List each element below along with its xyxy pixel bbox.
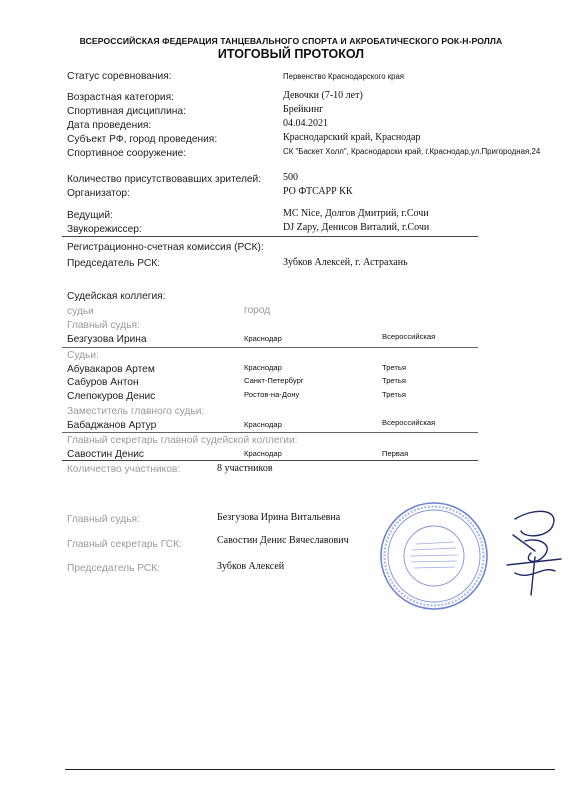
- row-line: [62, 432, 478, 433]
- judge-name: Абувакаров Артем: [67, 364, 155, 375]
- discipline-value: Брейкинг: [283, 104, 324, 115]
- chief-judge-label: Главный судья:: [67, 320, 140, 331]
- secretary-category: Первая: [382, 449, 409, 458]
- sound-value: DJ Zapy, Денисов Виталий, г.Сочи: [283, 222, 430, 233]
- sign-secretary-label: Главный секретарь ГСК:: [67, 539, 182, 550]
- sound-label: Звукорежиссер:: [67, 224, 142, 235]
- sign-secretary-value: Савостин Денис Вячеславович: [217, 535, 349, 546]
- chief-judge-city: Краснодар: [244, 334, 282, 343]
- judge-city: Санкт-Петербург: [244, 376, 304, 385]
- status-value: Первенство Краснодарского края: [283, 72, 405, 81]
- city-column-header: город: [244, 305, 271, 316]
- judge-name: Сабуров Антон: [67, 377, 139, 388]
- judges-column-header: судьи: [67, 306, 94, 317]
- judge-name: Слепокуров Денис: [67, 391, 156, 402]
- rsk-chair-value: Зубков Алексей, г. Астрахань: [283, 257, 408, 268]
- region-value: Краснодарский край, Краснодар: [283, 132, 421, 143]
- handwritten-signature: [495, 495, 575, 600]
- sign-chief-label: Главный судья:: [67, 514, 140, 525]
- discipline-label: Спортивная дисциплина:: [67, 106, 186, 117]
- chief-judge-name: Безгузова Ирина: [67, 334, 147, 345]
- status-label: Статус соревнования:: [67, 71, 172, 82]
- row-line: [62, 460, 478, 461]
- secretary-label: Главный секретарь главной судейской коллегии:: [67, 435, 298, 446]
- judge-city: Ростов-на-Дону: [244, 390, 300, 399]
- spectators-value: 500: [283, 172, 298, 183]
- bottom-line: [65, 769, 555, 770]
- deputy-name: Бабаджанов Артур: [67, 420, 157, 431]
- rsk-title: Регистрационно-счетная комиссия (РСК):: [67, 242, 264, 253]
- host-value: MC Nice, Долгов Дмитрий, г.Сочи: [283, 208, 429, 219]
- chief-judge-category: Всероссийская: [382, 332, 436, 341]
- venue-value: СК "Баскет Холл", Краснодарски край, г.Краснодар,ул.Пригородная,24: [283, 147, 541, 156]
- age-value: Девочки (7-10 лет): [283, 90, 363, 101]
- spectators-label: Количество присутствовавших зрителей:: [67, 174, 262, 185]
- region-label: Субъект РФ, город проведения:: [67, 134, 218, 145]
- deputy-label: Заместитель главного судьи:: [67, 406, 205, 417]
- judge-category: Третья: [382, 390, 406, 399]
- divider: [62, 236, 478, 237]
- judge-city: Краснодар: [244, 363, 282, 372]
- organizer-value: РО ФТСАРР КК: [283, 186, 353, 197]
- sign-chief-value: Безгузова Ирина Витальевна: [217, 512, 341, 523]
- age-label: Возрастная категория:: [67, 92, 174, 103]
- official-stamp: [378, 500, 490, 612]
- federation-name: ВСЕРОССИЙСКАЯ ФЕДЕРАЦИЯ ТАНЦЕВАЛЬНОГО СПОРТА И АКРОБАТИЧЕСКОГО РОК-Н-РОЛЛА: [79, 36, 503, 46]
- deputy-category: Всероссийская: [382, 418, 436, 427]
- secretary-city: Краснодар: [244, 449, 282, 458]
- judge-category: Третья: [382, 376, 406, 385]
- date-label: Дата проведения:: [67, 120, 152, 131]
- deputy-city: Краснодар: [244, 420, 282, 429]
- participants-value: 8 участников: [217, 463, 273, 474]
- organizer-label: Организатор:: [67, 188, 130, 199]
- venue-label: Спортивное сооружение:: [67, 148, 187, 159]
- judge-category: Третья: [382, 363, 406, 372]
- secretary-name: Савостин Денис: [67, 449, 144, 460]
- judges-label: Судьи:: [67, 350, 99, 361]
- row-line: [62, 347, 478, 348]
- rsk-chair-label: Председатель РСК:: [67, 258, 161, 269]
- sign-rsk-label: Председатель РСК:: [67, 563, 161, 574]
- judges-title: Судейская коллегия:: [67, 291, 166, 302]
- participants-label: Количество участников:: [67, 464, 181, 475]
- document-title: ИТОГОВЫЙ ПРОТОКОЛ: [217, 47, 365, 61]
- sign-rsk-value: Зубков Алексей: [217, 561, 285, 572]
- host-label: Ведущий:: [67, 210, 113, 221]
- date-value: 04.04.2021: [283, 118, 328, 129]
